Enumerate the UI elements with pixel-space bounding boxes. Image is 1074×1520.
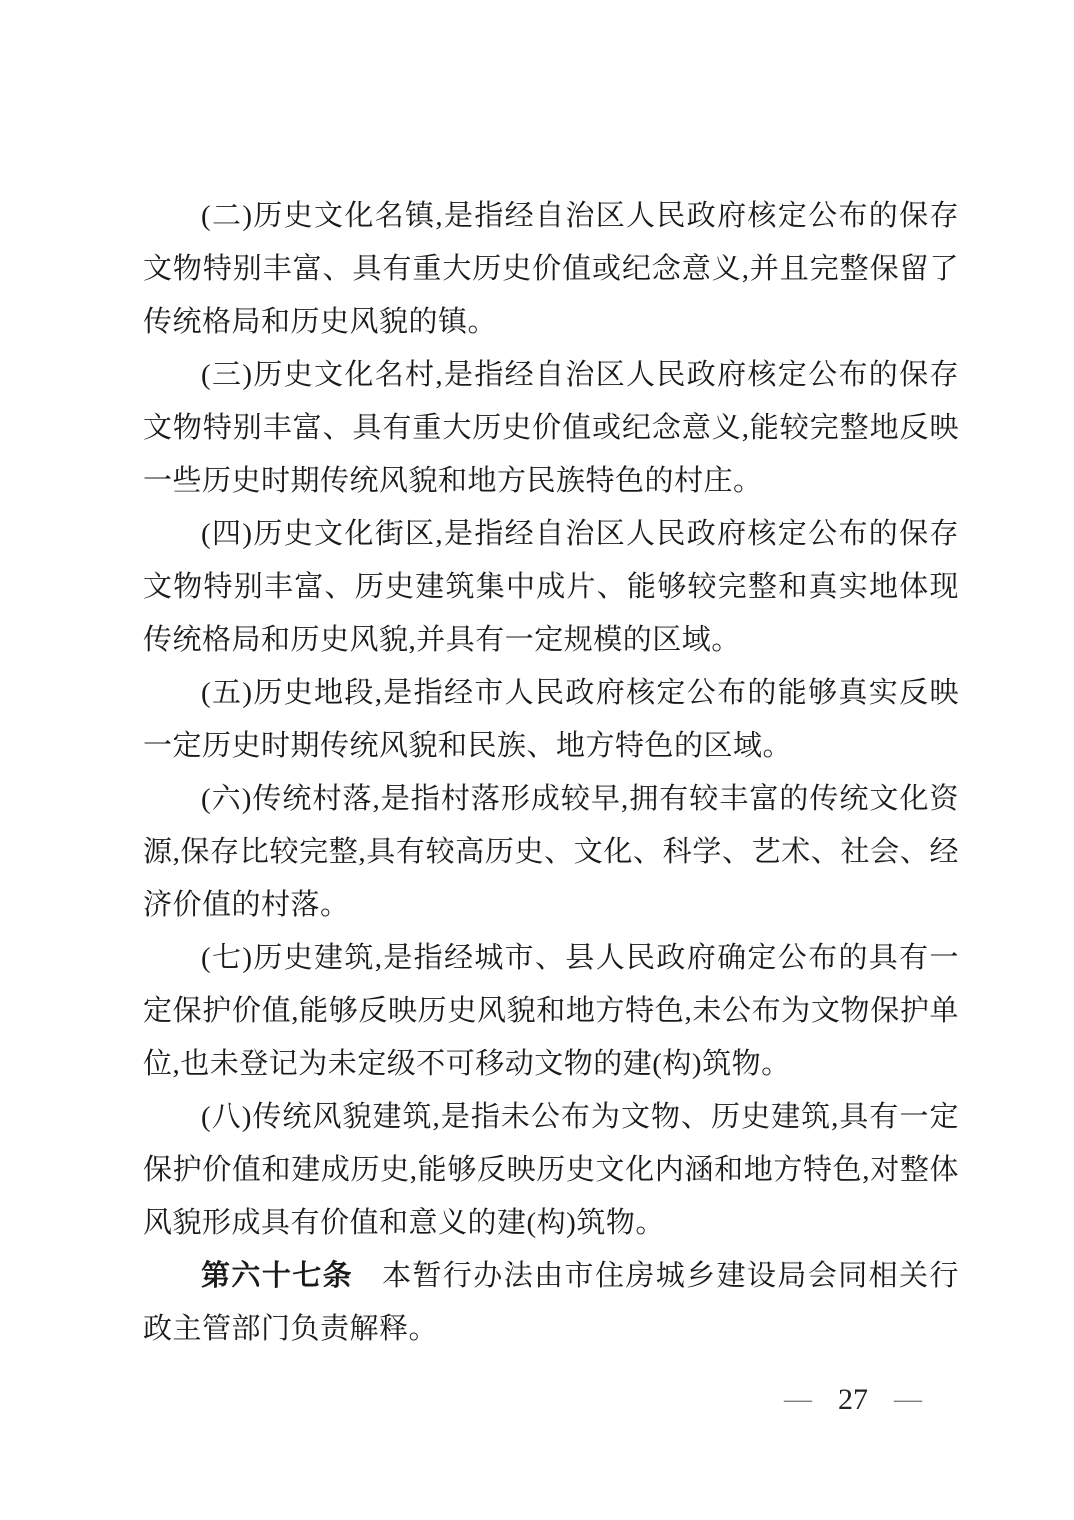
paragraph-item-3: (三)历史文化名村,是指经自治区人民政府核定公布的保存文物特别丰富、具有重大历史价值或纪念意义,能较完整地反映一些历史时期传统风貌和地方民族特色的村庄。 xyxy=(143,359,959,497)
article-67-paragraph xyxy=(143,1250,959,1356)
paragraph-item-8: (八)传统风貌建筑,是指未公布为文物、历史建筑,具有一定保护价值和建成历史,能够反映历史文化内涵和地方特色,对整体风貌形成具有价值和意义的建(构)筑物。 xyxy=(143,1101,959,1239)
article-text: 本暂行办法由市住房城乡建设局会同相关行政主管部门负责解释。 xyxy=(143,1260,959,1345)
paragraph-item-2: (二)历史文化名镇,是指经自治区人民政府核定公布的保存文物特别丰富、具有重大历史价值或纪念意义,并且完整保留了传统格局和历史风貌的镇。 xyxy=(143,200,959,338)
paragraph-item-7: (七)历史建筑,是指经城市、县人民政府确定公布的具有一定保护价值,能够反映历史风貌和地方特色,未公布为文物保护单位,也未登记为未定级不可移动文物的建(构)筑物。 xyxy=(143,942,959,1080)
page-footer xyxy=(784,1383,922,1417)
paragraph-item-6: (六)传统村落,是指村落形成较早,拥有较丰富的传统文化资源,保存比较完整,具有较高历史、文化、科学、艺术、社会、经济价值的村落。 xyxy=(143,783,959,921)
article-number: 第六十七条 xyxy=(201,1260,354,1292)
footer-dash-right: — xyxy=(894,1384,922,1415)
footer-dash-left: — xyxy=(784,1384,812,1415)
page-number: 27 xyxy=(838,1383,868,1416)
paragraph-item-4: (四)历史文化街区,是指经自治区人民政府核定公布的保存文物特别丰富、历史建筑集中成片、能够较完整和真实地体现传统格局和历史风貌,并具有一定规模的区域。 xyxy=(143,518,959,656)
paragraph-item-5: (五)历史地段,是指经市人民政府核定公布的能够真实反映一定历史时期传统风貌和民族、地方特色的区域。 xyxy=(143,677,959,762)
document-body xyxy=(143,190,959,1356)
